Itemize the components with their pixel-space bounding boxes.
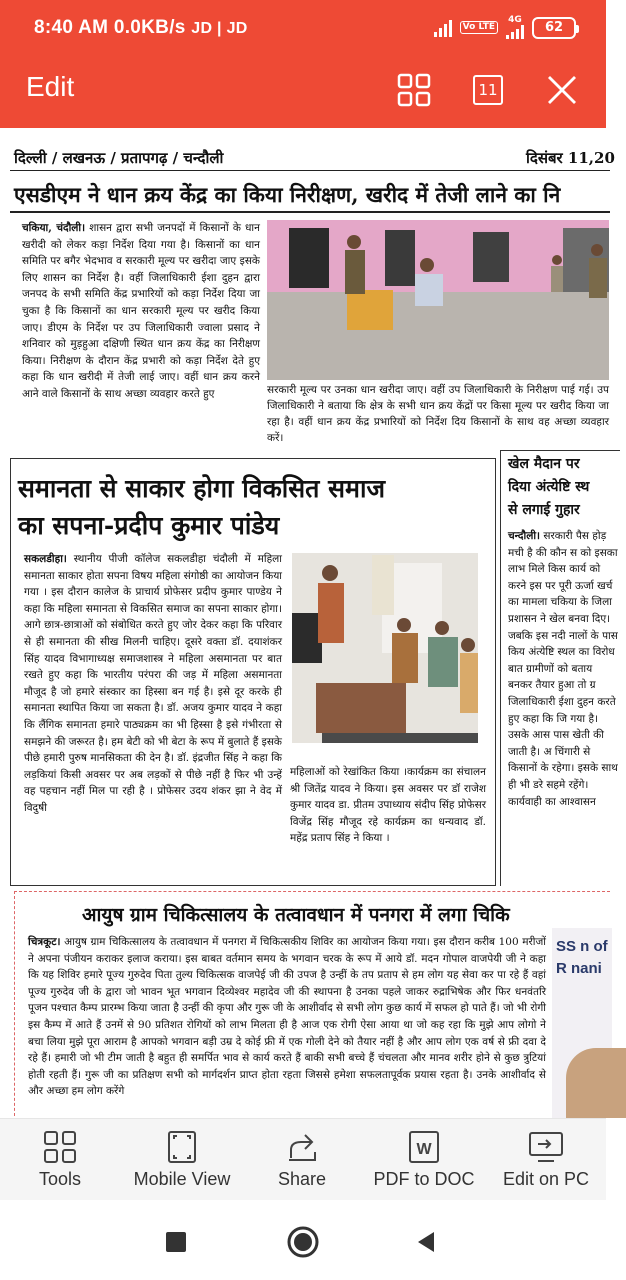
mobile-view-button[interactable]: [126, 1119, 238, 1201]
grid-icon: [397, 73, 431, 107]
document-page[interactable]: [0, 128, 618, 1118]
article1-text: शासन द्वारा सभी जनपदों में किसानों के धान खरीदी को लेकर कड़ा निर्देश दिया गया है। किसानों का धान समिति पर बगैर भेदभाव व सरकारी मूल्य पर खरीदा जाए इसके लिए शासन का निर्देश है। वहीं जिलाधिकारी ईशा दुहन द्वारा जनपद के सभी समिति केंद्र प्रभारियों को कड़ा निर्देश दिया जा चुका है कि किसानों का धान सरकारी मूल्य पर खरीद किया जाए। डीएम के निर्देश पर उप जिलाधिकारी ज्वाला प्रसाद ने शनिवार को मुड़हुआ दक्षिणी स्थित धान क्रय केंद्र का निरीक्षण किया। निरीक्षण के दौरान केंद्र प्रभारी को कड़ा निर्देश देते हुए कहा कि धान खरीदी में तेजी लाई जाए। वहीं धान क्रय करने आने वाले किसानों के साथ अच्छा व्यवहार करते हुए: [22, 222, 260, 400]
system-nav-bar: [0, 1200, 606, 1280]
status-extra: JD | JD: [191, 20, 248, 37]
article1-photo: [267, 220, 609, 380]
article2-continued-text: महिलाओं को रेखांकित किया ।कार्यक्रम का संचालन श्री जितेंद्र यादव ने किया। इस अवसर पर डॉ राजेश कुमार यादव डा. प्रीतम उपाध्याय संदीप सिंह प्रोफेसर विजेंद्र सिंह मौजूद रहे कार्यक्रम का धन्यवाद डॉ. महेंद्र प्रताप सिंह ने किया ।: [290, 766, 486, 845]
dateline-left: दिल्ली / लखनऊ / प्रतापगढ़ / चन्दौली: [14, 149, 224, 167]
article1-body: [22, 220, 260, 448]
close-button[interactable]: [542, 70, 582, 110]
article3-headline: आयुष ग्राम चिकित्सालय के तत्वावधान में पनगरा में लगा चिकि: [82, 904, 510, 926]
page-count: 11: [478, 81, 498, 99]
article1-continued: [267, 382, 609, 448]
page-title: Edit: [26, 71, 75, 102]
sidebar-headline-line2: दिया अंत्येष्टि स्थ: [508, 479, 590, 495]
volte-badge: Vo LTE: [460, 21, 498, 34]
bottom-toolbar: [0, 1118, 606, 1200]
page-count-icon: [473, 75, 503, 105]
pdf-to-doc-icon: [405, 1129, 443, 1165]
edit-on-pc-button[interactable]: [496, 1119, 596, 1201]
network-speed: 0.0KB/s: [113, 17, 186, 38]
article2-body: [24, 551, 282, 875]
status-bar: [0, 0, 606, 58]
sidebar-text: सरकारी पैस होड़ मची है की कौन स को इसका लाभ मिले किस कार्य को करने इस पर पूरी ऊर्जा खर्च का मामला चकिया के जिला प्रशासन ने खेल बनवा दिए। जबकि इस नदी नालों के पास किय अंत्येष्टि स्थल का विरोध बात ग्रामीणों को बताय बनकर तैयार हुआ तो ग्र जिलाधिकारी ईशा दुहन करते हुए कहा कि जि गया है। उसके आस पास खेती की जाती है। अ चिंगारी से किसानों के रहेगा। इसके साथ ही भी डरे सहमे रहेंगे। कार्यवाही का आश्वासन: [508, 530, 618, 808]
status-icons: [434, 16, 576, 39]
close-icon: [546, 74, 578, 106]
article1-headline: एसडीएम ने धान क्रय केंद्र का किया निरीक्षण, खरीद में तेजी लाने का नि: [14, 182, 561, 207]
edit-on-pc-icon: [527, 1129, 565, 1165]
back-button[interactable]: [408, 1224, 444, 1260]
article2-headline-line2: का सपना-प्रदीप कुमार पांडेय: [18, 511, 280, 540]
grid-view-button[interactable]: [394, 70, 434, 110]
back-icon: [414, 1230, 438, 1254]
sidebar-dateline: चन्दौली।: [508, 530, 541, 542]
home-icon: [286, 1225, 320, 1259]
article3-dashed-border: [14, 891, 610, 892]
status-time-group: [34, 17, 248, 39]
battery-icon: [532, 17, 576, 39]
share-button[interactable]: [262, 1119, 342, 1201]
article2-continued: [290, 764, 486, 878]
article2-headline-line1: समानता से साकार होगा विकसित समाज: [18, 474, 385, 503]
lte-label: 4G: [508, 15, 522, 25]
divider: [10, 170, 610, 171]
photo-person: [566, 1048, 626, 1118]
status-time: 8:40 AM: [34, 17, 109, 38]
article3-dateline: चित्रकूट।: [28, 936, 61, 948]
article3-text: आयुष ग्राम चिकित्सालय के तत्वावधान में पनगरा में चिकित्सकीय शिविर का आयोजन किया गया। इस दौरान करीब 100 मरीजों ने अपना पंजीयन कराकर इलाज कराया। इस बाबत वर्तमान समय के भगवान चरक के रूप में आये डॉ. मदन गोपाल वाजपेयी जी ने कहा कि यह शिविर हमारे पूज्य गुरुदेव पिता तुल्य चिकित्सक वाजपेई जी की उपज है उन्हीं के तप प्रताप से हम लोग यह सेवा कर पा रहे हैं वहां पूज्य गुरुदेव जी के द्वारा जो भावन भूत भगवान दिव्येश्वर महादेव जी की स्थापना है उनका पहले जाकर रुद्राभिषेक और फिर धनवंतरि पूजन पश्चात कैम्प प्रारम्भ किया जाता है उन्हीं की कृपा और गुरू जी के आशीर्वाद से सभी लोग कुछ कार्य में सफल हो पाते हैं। जो भी रोगी इस कैम्प में आते हैं उनमें से 90 प्रतिशत रोगियों को लाभ मिलता ही है आज एक रोगी ऐसा आया था जो कह रहा कि मुझे आप लोगो ने बचा लिया मुझे पूरा आराम है आपको भगवान बड़ी उम्र दे कोई फ्री में एक गोली देने को तैयार नहीं है और आप लोग एक वर्ष से फ्री दवा दे रहे हैं। हमारी जो भी टीम जाती है बहुत ही समर्पित भाव से कार्य करते हैं बाकी सभी बच्चे हैं चंचलता और मानव शरीर होने से कुछ त्रुटियां होती रहती हैं। गुरू जी का प्रतिक्षण सभी को मार्गदर्शन प्राप्त होता रहता जिससे हमेशा सफलतापूर्वक प्रयास रहता है। उनके आशीर्वाद से और अच्छा हम लोग करेंगे: [28, 936, 546, 1098]
title-bar: [0, 58, 606, 128]
tools-label: Tools: [38, 1169, 82, 1189]
sidebar-headline-line1: खेल मैदान पर: [508, 456, 580, 472]
article1-continued-text: सरकारी मूल्य पर उनका धान खरीदा जाए। वहीं उप जिलाधिकारी के निरीक्षण पाई गई। उप जिलाधिकारी ने बताया कि क्षेत्र के सभी धान क्रय केंद्रों पर किसा मूल्य पर खरीद किया जा रहा है। वहीं धान क्रय केंद्र प्रभारियों को निर्देश दिय किसानों के साथ वह अच्छा व्यवहार करें।: [267, 384, 609, 444]
page-count-button[interactable]: [468, 70, 508, 110]
dateline-right: दिसंबर 11,20: [526, 149, 615, 167]
signal-icon: [434, 19, 452, 37]
article1-dateline: चकिया, चंदौली।: [22, 222, 86, 234]
share-label: Share: [277, 1169, 327, 1189]
battery-level: 62: [544, 20, 564, 35]
lte-signal-icon: [506, 25, 524, 39]
svg-text:W: W: [416, 1141, 432, 1158]
article3-dashed-border-left: [14, 891, 15, 1121]
pdf-to-doc-label: PDF to DOC: [373, 1169, 475, 1189]
divider: [10, 211, 610, 213]
share-icon: [283, 1129, 321, 1165]
app-header: [0, 0, 606, 128]
sidebar-headline-line3: से लगाई गुहार: [508, 502, 580, 518]
edit-on-pc-label: Edit on PC: [502, 1169, 590, 1189]
mobile-view-icon: [163, 1129, 201, 1165]
lte-signal-group: [506, 16, 524, 39]
recent-apps-button[interactable]: [158, 1224, 194, 1260]
mobile-view-label: Mobile View: [133, 1169, 231, 1189]
article3-photo-text: SS n of R nani: [556, 938, 608, 977]
article2-dateline: सकलडीहा।: [24, 553, 67, 565]
article2-photo: [292, 553, 478, 743]
tools-button[interactable]: [20, 1119, 100, 1201]
home-button[interactable]: [285, 1224, 321, 1260]
article3-body: [28, 934, 546, 1118]
article2-text: स्थानीय पीजी कॉलेज सकलडीहा चंदौली में महिला समानता साकार होता सपना विषय महिला संगोष्ठी का आयोजन किया गया । इस दौरान कालेज के प्राचार्य प्रोफेसर प्रदीप कुमार पाण्डेय ने कहा कि महिला समानता से विकसित समाज का सपना साकार होगा। आगे छात्र-छात्राओं को संबोधित करते हुए जोर देकर कहा कि परिवार से ही समानता की सीख मिलनी चाहिए। दूसरे वक्ता डॉ. दयाशंकर सिंह यादव विभागाध्यक्ष समाजशास्त्र ने महिला असमानता पर बात रखते हुए कहा कि भारतीय परंपरा की जड़ में महिला असमानता मौजूद है जो हमारे संस्कार का हिस्सा बन गई है। इसे दूर करके ही समानता स्थापित किया जा सकता है। डॉ. अजय कुमार यादव ने कहा कि लैंगिक समानता हमारे पाठ्यक्रम का भी हिस्सा है इसे गंभीरता से समझने की जरूरत है। हम बेटी को भी बेटा के रूप में बुलाते हैं इसके पीछे हमारी पुरुष मानसिकता की देन है। डॉ. इंद्रजीत सिंह ने कहा कि लड़कियां किसी अवसर पर अब लड़कों से पीछे नहीं है फिर भी उन्हें वह पहचान नहीं मिल पा रही है । प्रोफेसर उदय शंकर झा ने वेद में विदुषी: [24, 553, 282, 814]
pdf-to-doc-button[interactable]: [366, 1119, 482, 1201]
sidebar-article-body: [508, 528, 618, 878]
article3-photo: [552, 928, 612, 1118]
recent-apps-icon: [165, 1231, 187, 1253]
tools-icon: [41, 1129, 79, 1165]
